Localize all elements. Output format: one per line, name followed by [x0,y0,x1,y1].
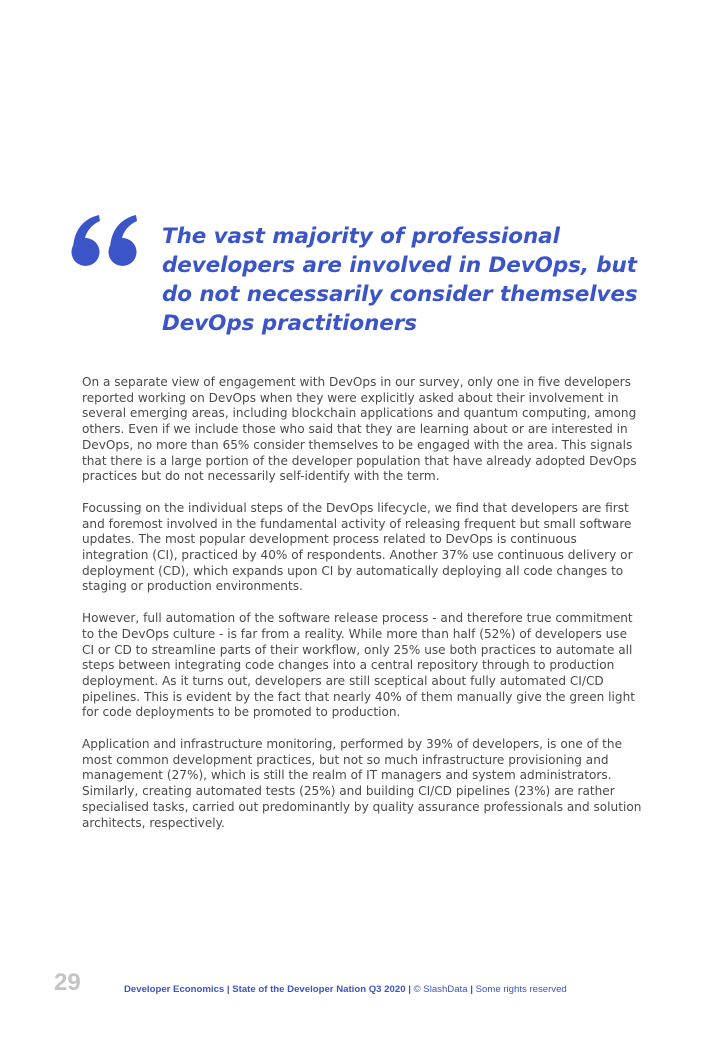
footer-rights: Some rights reserved [475,984,567,995]
paragraph: Focussing on the individual steps of the DevOps lifecycle, we find that developers are first and foremost involved in the fundamental activity of releasing frequent but small software updates. The most popular development process related to DevOps is continuous integration (CI), practiced by 40% of respondents. Another 37% use continuous delivery or deployment (CD), which expands upon CI by automatically deploying all code changes to staging or production environments. [82,500,633,594]
pull-quote: The vast majority of professional developers are involved in DevOps, but do not necessarily consider themselves DevOps practitioners [162,224,638,336]
paragraph: Application and infrastructure monitoring, performed by 39% of developers, is one of the most common development practices, but not so much infrastructure provisioning and management (27%), which is still the realm of IT managers and system administrators. Similarly, creating automated tests (25%) and building CI/CD pipelines (23%) are rather specialised tasks, carried out predominantly by quality assurance professionals and solution architects, respectively. [82,737,642,830]
paragraph: However, full automation of the software release process - and therefore true commitment to the DevOps culture - is far from a reality. While more than half (52%) of developers use CI or CD to streamline parts of their workflow, only 25% use both practices to automate all steps between integrating code changes into a central repository through to production deployment. As it turns out, developers are still sceptical about fully automated CI/CD pipelines. This is evident by the fact that nearly 40% of them manually give the green light for code deployments to be promoted to production. [82,611,635,720]
footer-separator: | [470,984,473,995]
footer-report-title: Developer Economics | State of the Developer Nation Q3 2020 | [124,984,411,995]
quote-open-icon [70,214,142,270]
footer [124,984,567,996]
page-number: 29 [54,969,81,996]
article-body [82,375,642,847]
footer-copyright: © SlashData [413,984,468,995]
paragraph: On a separate view of engagement with DevOps in our survey, only one in five developers reported working on DevOps when they were explicitly asked about their involvement in several emerging areas, including blockchain applications and quantum computing, among others. Even if we include those who said that they are learning about or are interested in DevOps, no more than 65% consider themselves to be engaged with the area. This signals that there is a large portion of the developer population that have already adopted DevOps practices but do not necessarily self-identify with the term. [82,375,637,484]
